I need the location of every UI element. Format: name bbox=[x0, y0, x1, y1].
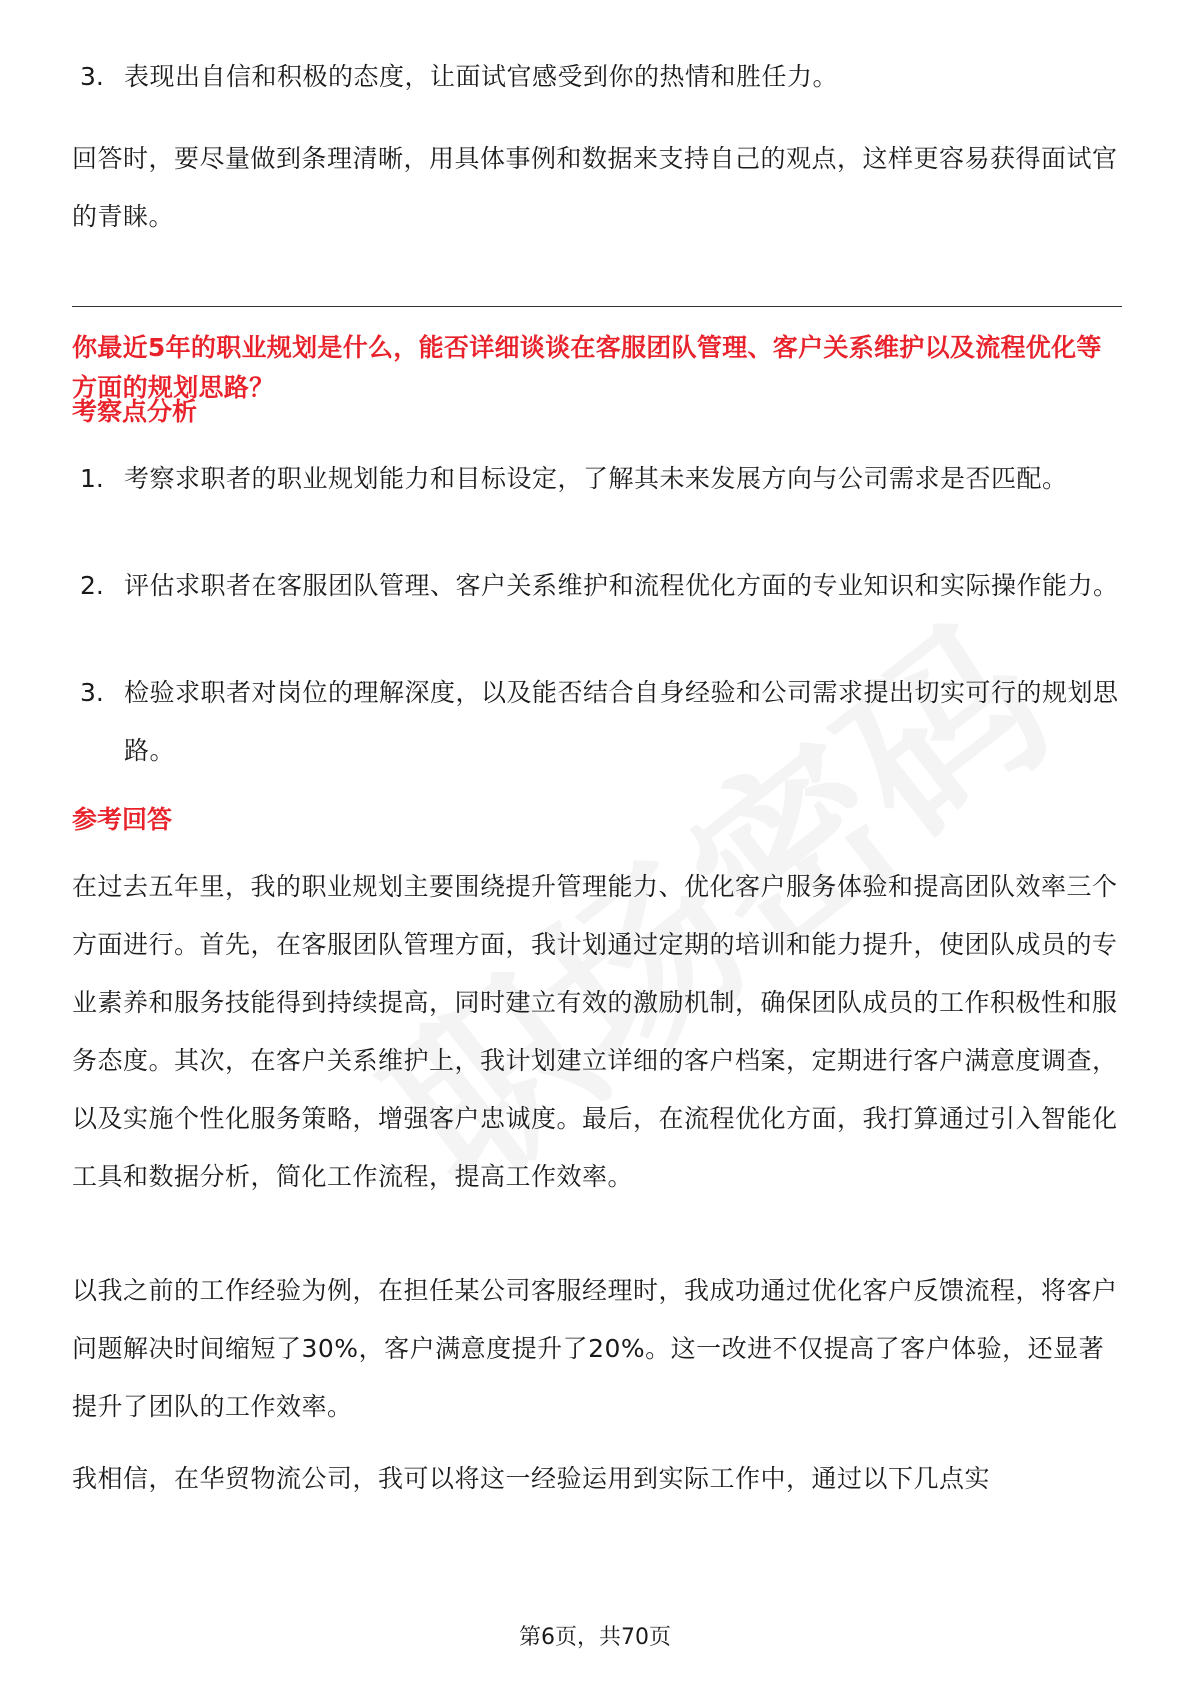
list-item bbox=[80, 48, 1120, 106]
list-number: 3. bbox=[80, 678, 104, 707]
answer-paragraph: 以我之前的工作经验为例，在担任某公司客服经理时，我成功通过优化客户反馈流程，将客户问题解决时间缩短了30%，客户满意度提升了20%。这一改进不仅提高了客户体验，还显著提升了团队的工作效率。 bbox=[72, 1276, 1118, 1421]
list-number: 1. bbox=[80, 464, 104, 493]
list-number: 2. bbox=[80, 571, 104, 600]
list-text: 检验求职者对岗位的理解深度，以及能否结合自身经验和公司需求提出切实可行的规划思路。 bbox=[124, 678, 1119, 765]
list-text: 考察求职者的职业规划能力和目标设定，了解其未来发展方向与公司需求是否匹配。 bbox=[124, 464, 1068, 493]
list-item bbox=[80, 557, 1120, 673]
list-item bbox=[80, 664, 1120, 780]
answer-paragraph: 我相信，在华贸物流公司，我可以将这一经验运用到实际工作中，通过以下几点实 bbox=[72, 1464, 991, 1493]
answer-heading: 参考回答 bbox=[72, 805, 173, 834]
list-text: 表现出自信和积极的态度，让面试官感受到你的热情和胜任力。 bbox=[124, 62, 839, 91]
analysis-heading: 考察点分析 bbox=[72, 397, 198, 426]
list-item bbox=[80, 450, 1120, 566]
question-heading: 你最近5年的职业规划是什么，能否详细谈谈在客服团队管理、客户关系维护以及流程优化等方面的规划思路？ bbox=[72, 333, 1102, 402]
page-number-footer: 第6页，共70页 bbox=[519, 1625, 671, 1650]
list-text: 评估求职者在客服团队管理、客户关系维护和流程优化方面的专业知识和实际操作能力。 bbox=[124, 571, 1119, 600]
paragraph: 回答时，要尽量做到条理清晰，用具体事例和数据来支持自己的观点，这样更容易获得面试官的青睐。 bbox=[72, 144, 1118, 231]
section-divider bbox=[72, 306, 1122, 307]
list-number: 3. bbox=[80, 62, 104, 91]
answer-paragraph: 在过去五年里，我的职业规划主要围绕提升管理能力、优化客户服务体验和提高团队效率三个方面进行。首先，在客服团队管理方面，我计划通过定期的培训和能力提升，使团队成员的专业素养和服务技能得到持续提高，同时建立有效的激励机制，确保团队成员的工作积极性和服务态度。其次，在客户关系维护上，我计划建立详细的客户档案，定期进行客户满意度调查，以及实施个性化服务策略，增强客户忠诚度。最后，在流程优化方面，我打算通过引入智能化工具和数据分析，简化工作流程，提高工作效率。 bbox=[72, 872, 1118, 1191]
